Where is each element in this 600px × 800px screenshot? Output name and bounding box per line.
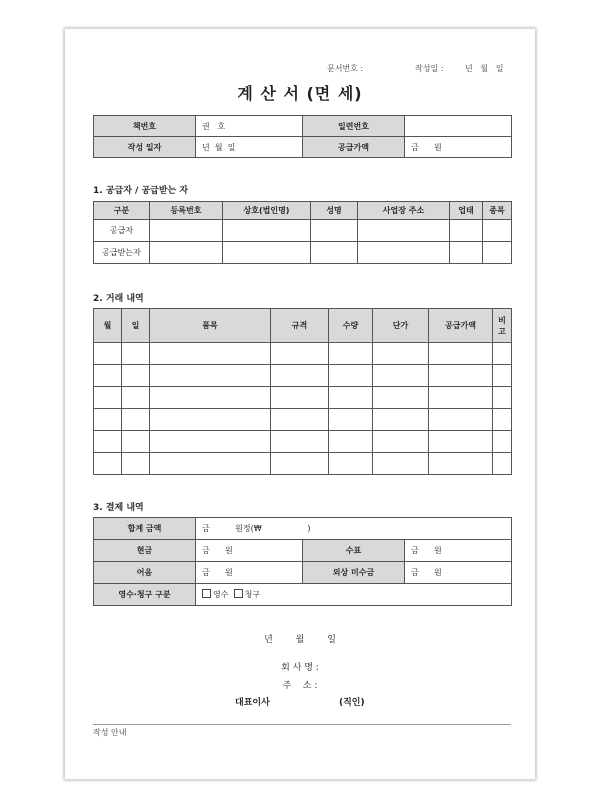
write-date-value: 년 월 일 — [465, 64, 504, 73]
section3-title: 3. 결제 내역 — [93, 503, 144, 513]
table-cell[interactable] — [450, 242, 483, 264]
issue-date-field[interactable]: 년 월 일 — [196, 137, 303, 158]
footer-date: 년 월 일 — [264, 635, 336, 645]
table-cell[interactable] — [373, 343, 429, 365]
table-cell[interactable] — [483, 220, 512, 242]
table-cell[interactable] — [94, 343, 122, 365]
table-cell[interactable] — [122, 409, 150, 431]
table-cell[interactable] — [429, 409, 493, 431]
bill-field[interactable]: 금 원 — [196, 562, 303, 584]
party-header-item: 종목 — [483, 202, 512, 220]
table-cell[interactable] — [373, 409, 429, 431]
table-cell[interactable] — [223, 220, 311, 242]
table-cell[interactable] — [493, 431, 512, 453]
table-cell[interactable] — [311, 242, 358, 264]
trade-header-month: 월 — [94, 309, 122, 343]
party-header-type: 구분 — [94, 202, 150, 220]
table-cell[interactable] — [329, 453, 373, 475]
table-cell[interactable] — [122, 431, 150, 453]
supply-amount-field[interactable]: 금 원 — [405, 137, 512, 158]
party-header-name: 성명 — [311, 202, 358, 220]
table-cell[interactable] — [150, 242, 223, 264]
recipient-label: 공급받는자 — [94, 242, 150, 264]
write-date-label: 작성일 : — [415, 64, 444, 73]
receipt-type-label: 영수·청구 구분 — [94, 584, 196, 606]
section1-title: 1. 공급자 / 공급받는 자 — [93, 186, 189, 196]
trade-header-amount: 공급가액 — [429, 309, 493, 343]
table-cell[interactable] — [329, 387, 373, 409]
trade-header-day: 일 — [122, 309, 150, 343]
table-cell[interactable] — [429, 365, 493, 387]
claim-option-label: 청구 — [244, 590, 261, 599]
claim-checkbox[interactable] — [234, 589, 243, 598]
receipt-checkbox[interactable] — [202, 589, 211, 598]
trade-table — [93, 308, 512, 475]
table-row — [94, 409, 512, 431]
total-amount-field[interactable]: 금 원정(₩ ) — [196, 518, 512, 540]
party-header-address: 사업장 주소 — [358, 202, 450, 220]
table-row — [94, 343, 512, 365]
table-cell[interactable] — [483, 242, 512, 264]
table-cell[interactable] — [373, 387, 429, 409]
table-cell[interactable] — [94, 409, 122, 431]
company-name-label: 회 사 명 : — [281, 663, 319, 673]
serial-number-field[interactable] — [405, 116, 512, 137]
table-cell[interactable] — [94, 365, 122, 387]
issue-date-label: 작성 일자 — [94, 137, 196, 158]
table-cell[interactable] — [122, 387, 150, 409]
company-address-label: 주 소 : — [282, 681, 318, 691]
seal-label: (직인) — [339, 698, 365, 708]
table-cell[interactable] — [271, 453, 329, 475]
table-cell[interactable] — [150, 431, 271, 453]
table-cell[interactable] — [223, 242, 311, 264]
receipt-type-options — [196, 584, 512, 606]
table-cell[interactable] — [493, 453, 512, 475]
table-cell[interactable] — [358, 220, 450, 242]
table-cell[interactable] — [122, 365, 150, 387]
table-cell[interactable] — [94, 453, 122, 475]
table-cell[interactable] — [329, 365, 373, 387]
document-page — [64, 28, 536, 780]
table-row — [94, 453, 512, 475]
ceo-label: 대표이사 — [235, 698, 270, 708]
party-table — [93, 201, 512, 264]
trade-header-item: 품목 — [150, 309, 271, 343]
table-cell[interactable] — [429, 343, 493, 365]
table-cell[interactable] — [150, 220, 223, 242]
table-cell[interactable] — [271, 431, 329, 453]
book-number-label: 책번호 — [94, 116, 196, 137]
total-amount-label: 합계 금액 — [94, 518, 196, 540]
table-cell[interactable] — [150, 343, 271, 365]
table-cell[interactable] — [429, 453, 493, 475]
table-cell[interactable] — [271, 343, 329, 365]
table-cell[interactable] — [150, 365, 271, 387]
table-cell[interactable] — [271, 365, 329, 387]
party-header-business: 업태 — [450, 202, 483, 220]
supplier-label: 공급자 — [94, 220, 150, 242]
doc-number-label: 문서번호 : — [327, 64, 364, 73]
table-row — [94, 365, 512, 387]
table-cell[interactable] — [122, 453, 150, 475]
table-row — [94, 220, 512, 242]
cash-label: 현금 — [94, 540, 196, 562]
serial-number-label: 일련번호 — [303, 116, 405, 137]
credit-label: 외상 미수금 — [303, 562, 405, 584]
check-label: 수표 — [303, 540, 405, 562]
table-cell[interactable] — [271, 409, 329, 431]
table-cell[interactable] — [150, 387, 271, 409]
trade-header-qty: 수량 — [329, 309, 373, 343]
table-row — [94, 387, 512, 409]
book-number-field[interactable]: 권 호 — [196, 116, 303, 137]
footer-divider — [93, 724, 511, 725]
table-cell[interactable] — [373, 365, 429, 387]
party-header-regno: 등록번호 — [150, 202, 223, 220]
table-cell[interactable] — [94, 387, 122, 409]
party-header-company: 상호(법인명) — [223, 202, 311, 220]
page-title: 계 산 서 (면 세) — [237, 84, 363, 103]
credit-field[interactable]: 금 원 — [405, 562, 512, 584]
trade-header-spec: 규격 — [271, 309, 329, 343]
top-info-table — [93, 115, 512, 158]
writing-guide-label: 작성 안내 — [93, 728, 127, 737]
table-cell[interactable] — [329, 409, 373, 431]
supply-amount-label: 공급가액 — [303, 137, 405, 158]
table-cell[interactable] — [358, 242, 450, 264]
table-cell[interactable] — [373, 453, 429, 475]
bill-label: 어음 — [94, 562, 196, 584]
table-row — [94, 242, 512, 264]
table-cell[interactable] — [311, 220, 358, 242]
table-cell[interactable] — [373, 431, 429, 453]
payment-table — [93, 517, 512, 606]
table-cell[interactable] — [429, 387, 493, 409]
trade-header-note: 비고 — [493, 309, 512, 343]
table-cell[interactable] — [329, 343, 373, 365]
check-field[interactable]: 금 원 — [405, 540, 512, 562]
table-cell[interactable] — [450, 220, 483, 242]
table-cell[interactable] — [329, 431, 373, 453]
table-row — [94, 431, 512, 453]
table-cell[interactable] — [122, 343, 150, 365]
table-cell[interactable] — [150, 409, 271, 431]
table-cell[interactable] — [150, 453, 271, 475]
table-cell[interactable] — [493, 409, 512, 431]
receipt-option-label: 영수 — [213, 590, 229, 599]
table-cell[interactable] — [429, 431, 493, 453]
table-cell[interactable] — [271, 387, 329, 409]
section2-title: 2. 거래 내역 — [93, 294, 144, 304]
cash-field[interactable]: 금 원 — [196, 540, 303, 562]
table-cell[interactable] — [493, 343, 512, 365]
table-cell[interactable] — [493, 387, 512, 409]
table-cell[interactable] — [94, 431, 122, 453]
trade-header-price: 단가 — [373, 309, 429, 343]
table-cell[interactable] — [493, 365, 512, 387]
